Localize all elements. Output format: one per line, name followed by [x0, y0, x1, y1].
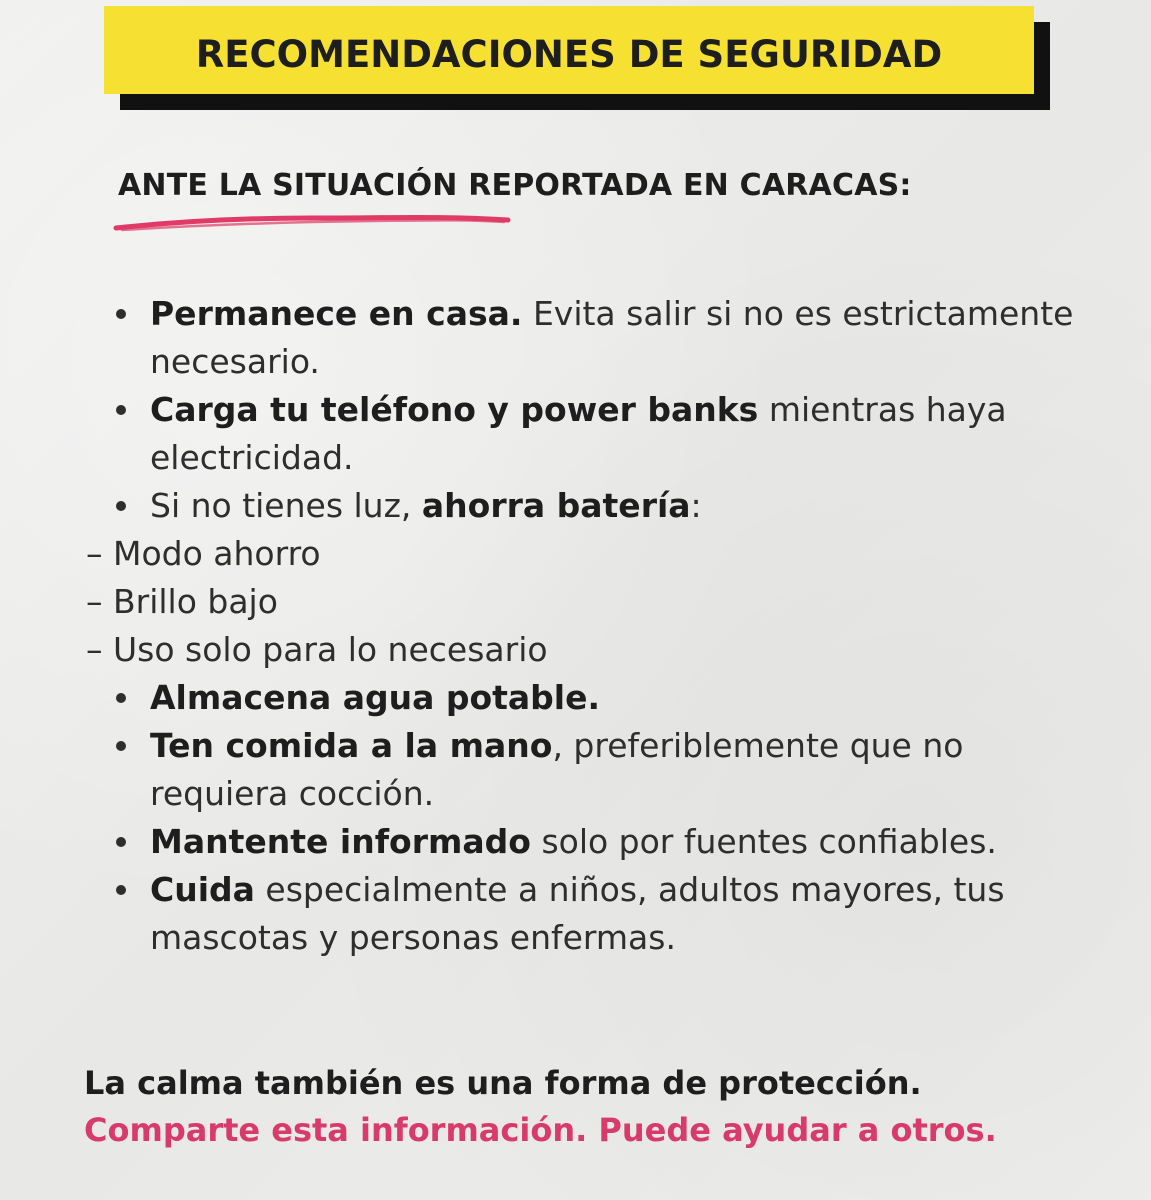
sub-list-item: – Modo ahorro [86, 534, 321, 573]
bullet-icon [116, 741, 126, 751]
section-subtitle: ANTE LA SITUACIÓN REPORTADA EN CARACAS: [118, 168, 912, 203]
item-text: : [690, 486, 702, 525]
list-item [0, 674, 1151, 722]
subtitle-underline [112, 212, 512, 234]
item-text: solo por fuentes confiables. [530, 822, 997, 861]
list-item [0, 482, 1151, 530]
list-item [0, 818, 1151, 866]
closing-message [84, 1060, 1124, 1154]
bullet-icon [116, 885, 126, 895]
bullet-icon [116, 405, 126, 415]
title-banner [104, 6, 1034, 94]
calm-message: La calma también es una forma de protección. [84, 1064, 922, 1102]
bullet-icon [116, 501, 126, 511]
recommendations-list [0, 290, 1151, 962]
item-bold-text: Almacena agua potable. [150, 678, 601, 717]
sub-list-item: – Brillo bajo [86, 582, 278, 621]
bullet-icon [116, 309, 126, 319]
item-bold-text: Carga tu teléfono y power banks [150, 390, 759, 429]
item-text: Evita salir si no es estrictamente necesario. [150, 294, 1074, 381]
item-text: mientras haya electricidad. [150, 390, 1007, 477]
list-item [0, 386, 1151, 482]
item-text: especialmente a niños, adultos mayores, tus mascotas y personas enfermas. [150, 870, 1005, 957]
list-item [0, 722, 1151, 818]
item-bold-text: Cuida [150, 870, 255, 909]
list-item [0, 866, 1151, 962]
sub-list-item: – Uso solo para lo necesario [86, 630, 548, 669]
page-title: RECOMENDACIONES DE SEGURIDAD [195, 32, 943, 76]
share-message: Comparte esta información. Puede ayudar a otros. [84, 1111, 997, 1149]
bullet-icon [116, 837, 126, 847]
list-item [0, 290, 1151, 386]
item-bold-text: ahorra batería [421, 486, 691, 525]
item-bold-text: Ten comida a la mano [150, 726, 553, 765]
bullet-icon [116, 693, 126, 703]
item-text: Si no tienes luz, [150, 486, 422, 525]
item-bold-text: Permanece en casa. [150, 294, 523, 333]
item-text: , preferiblemente que no requiera cocción. [150, 726, 964, 813]
item-bold-text: Mantente informado [150, 822, 531, 861]
